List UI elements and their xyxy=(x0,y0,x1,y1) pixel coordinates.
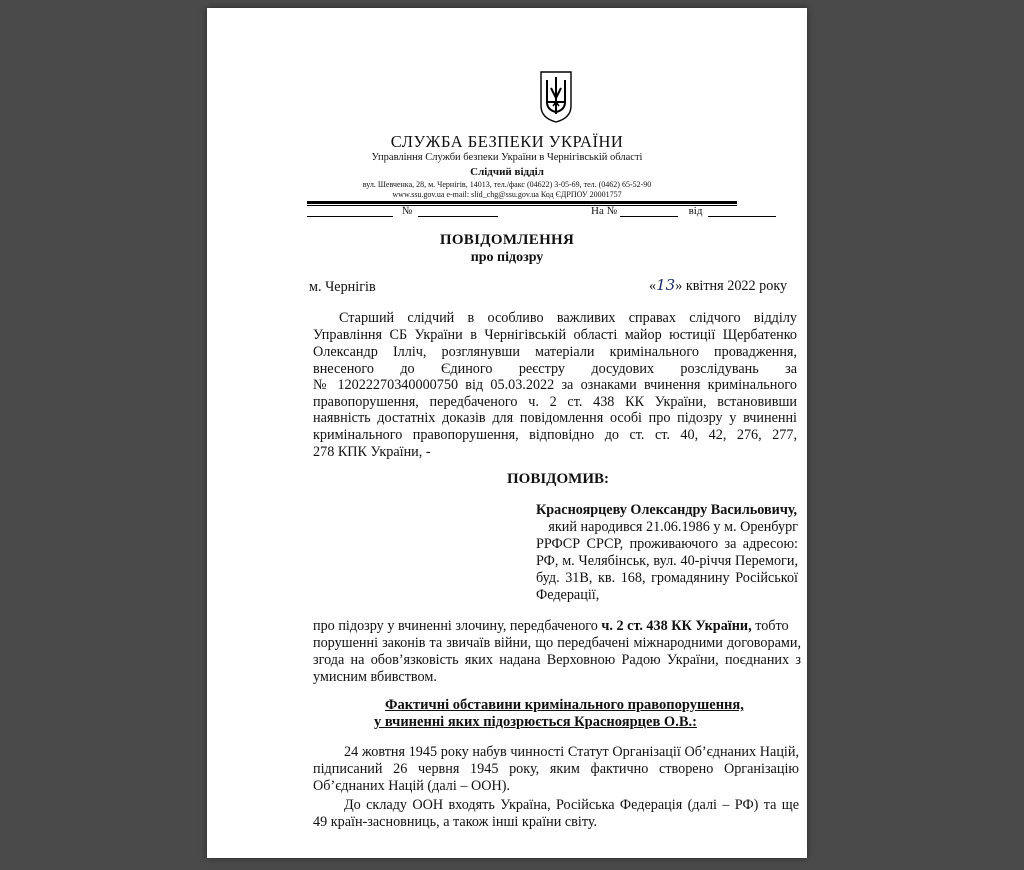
intro-line: правопорушення, передбаченого ч. 2 ст. 438 КК України, встановивши xyxy=(313,394,797,410)
date-day-handwritten: 13 xyxy=(656,276,676,294)
suspect-detail-line: РФ, м. Челябінськ, вул. 40-річчя Перемоги, xyxy=(536,553,798,569)
header-divider xyxy=(307,201,737,204)
reference-date-blank xyxy=(708,205,776,217)
document-date xyxy=(649,277,787,294)
reference-date-label: від xyxy=(688,205,703,217)
registration-line xyxy=(307,205,498,217)
contact-address: вул. Шевченка, 28, м. Чернігів, 14013, тел./факс (04622) 3-05-69, тел. (0462) 65-52-90 xyxy=(362,180,652,189)
suspect-detail-line: Федерації, xyxy=(536,587,600,603)
date-quote-open: « xyxy=(649,278,657,294)
charge-detail-line: порушенні законів та звичаїв війни, що передбачені міжнародними договорами, xyxy=(313,635,801,651)
charge-detail-line: умисним вбивством. xyxy=(313,669,437,685)
document-city: м. Чернігів xyxy=(309,279,376,295)
document-title: ПОВІДОМЛЕННЯ xyxy=(439,232,575,248)
document-subtitle: про підозру xyxy=(470,250,544,265)
charge-prefix: про підозру у вчиненні злочину, передбаченого xyxy=(313,618,598,634)
suspect-detail-line: буд. 31В, кв. 168, громадянину Російської xyxy=(536,570,798,586)
intro-line: 278 КПК України, - xyxy=(313,444,431,460)
charge-suffix: тобто xyxy=(755,618,789,634)
charge-detail-line: згода на обов’язковість яких надана Верховною Радою України, поєднаних з xyxy=(313,652,801,668)
notified-heading: ПОВІДОМИВ: xyxy=(507,471,609,487)
contact-web: www.ssu.gov.ua e-mail: slid_chg@ssu.gov.ua Код ЄДРПОУ 20001757 xyxy=(392,190,622,199)
reference-number-blank xyxy=(620,205,678,217)
facts-line: підписаний 26 червня 1945 року, яким фактично створено Організацію xyxy=(313,761,799,777)
directorate-name: Управління Служби безпеки України в Чернігівській області xyxy=(371,152,643,163)
date-quote-close: » xyxy=(675,278,683,294)
suspect-name: Красноярцеву Олександру Васильовичу, xyxy=(536,502,798,518)
intro-line: наявність достатніх доказів для повідомлення особі про підозру у вчиненні xyxy=(313,410,797,426)
reg-date-blank xyxy=(307,205,393,217)
intro-line: Управління СБ України в Чернігівській області майор юстиції Щербатенко xyxy=(313,327,797,343)
unit-name: Слідчий відділ xyxy=(470,166,544,178)
document-page xyxy=(207,8,807,858)
intro-line: № 12022270340000750 від 05.03.2022 за ознаками вчинення кримінального xyxy=(313,377,797,393)
reg-number-blank xyxy=(418,205,498,217)
agency-name: СЛУЖБА БЕЗПЕКИ УКРАЇНИ xyxy=(390,132,624,151)
suspect-detail-line: який народився 21.06.1986 у м. Оренбург xyxy=(548,519,798,535)
intro-line: Олександр Ілліч, розглянувши матеріали кримінального провадження, xyxy=(313,344,797,360)
trident-emblem-icon xyxy=(537,68,575,124)
intro-line: кримінального правопорушення, відповідно до ст. ст. 40, 42, 276, 277, xyxy=(313,427,797,443)
intro-line: Старший слідчий в особливо важливих справах слідчого відділу xyxy=(339,310,797,326)
reg-number-label: № xyxy=(401,205,413,217)
charge-article: ч. 2 ст. 438 КК України, xyxy=(601,618,752,634)
reference-number-label: На № xyxy=(591,205,618,217)
intro-line: внесеного до Єдиного реєстру досудових розслідувань за xyxy=(313,361,797,377)
reference-line xyxy=(591,205,776,217)
charge-line xyxy=(313,618,789,634)
facts-heading-line2: у вчиненні яких підозрюється Красноярцев О.В.: xyxy=(374,714,697,730)
facts-heading-line1: Фактичні обставини кримінального правопорушення, xyxy=(385,697,744,713)
facts-line: 24 жовтня 1945 року набув чинності Статут Організації Об’єднаних Націй, xyxy=(344,744,799,760)
facts-line: Об’єднаних Націй (далі – ООН). xyxy=(313,778,511,794)
suspect-detail-line: РРФСР СРСР, проживаючого за адресою: xyxy=(536,536,798,552)
facts-line: 49 країн-засновниць, а також інші країни світу. xyxy=(313,814,598,830)
facts-line: До складу ООН входять Україна, Російська Федерація (далі – РФ) та ще xyxy=(344,797,799,813)
date-month-year: квітня 2022 року xyxy=(685,278,788,294)
